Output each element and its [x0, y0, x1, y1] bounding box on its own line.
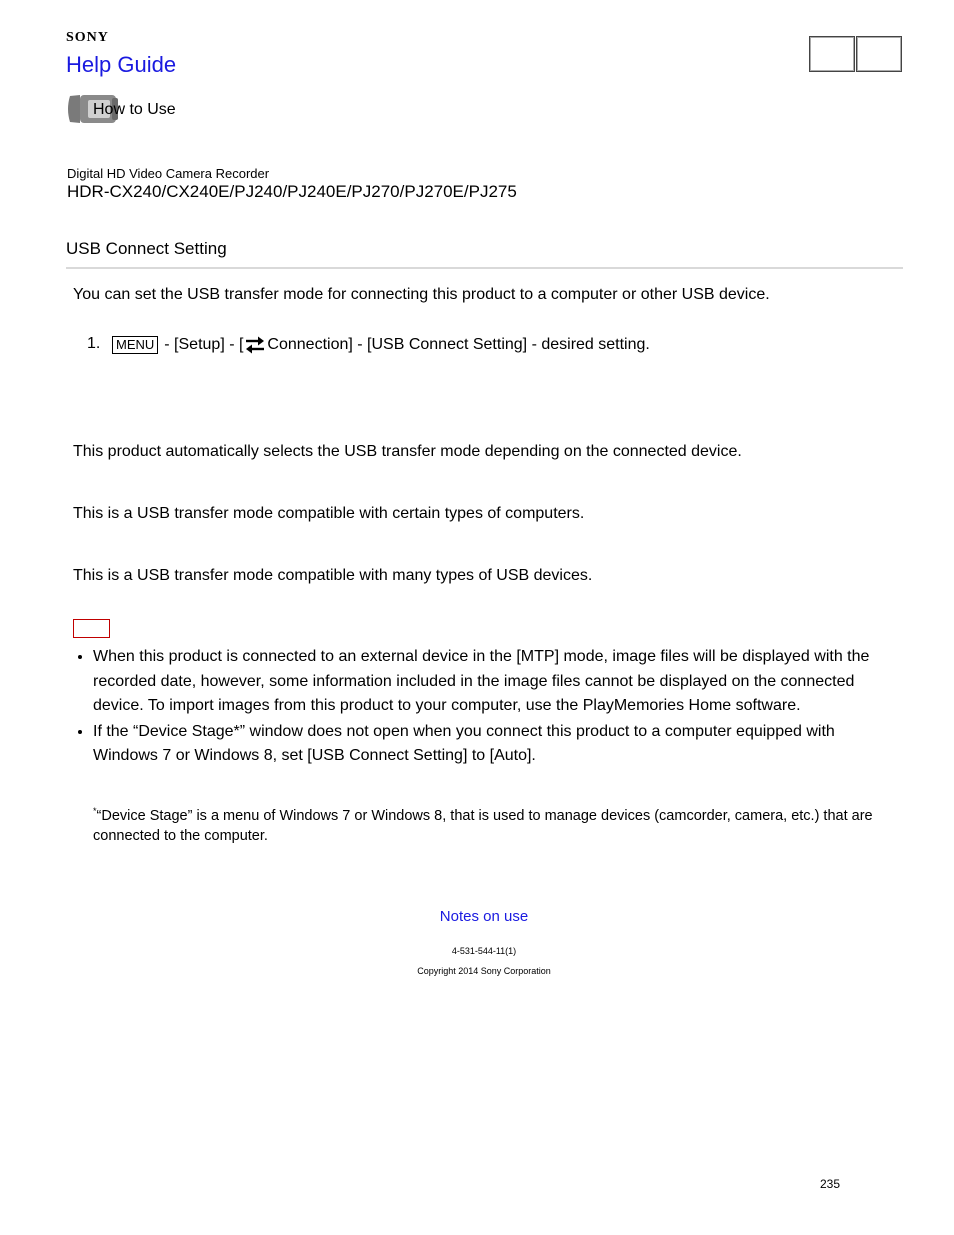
option-mtp-description: This is a USB transfer mode compatible with certain types of computers. [73, 505, 585, 522]
product-type: Digital HD Video Camera Recorder [67, 166, 270, 181]
step-instruction [112, 335, 650, 355]
note-item: • If the “Device Stage*” window does not open when you connect this product to a computer equipped with Windows 7 or Windows 8, set [USB Connect Setting] to [Auto]. [93, 720, 903, 769]
product-models: HDR-CX240/CX240E/PJ240/PJ240E/PJ270/PJ270E/PJ275 [67, 182, 517, 201]
footnote-text: “Device Stage” is a menu of Windows 7 or Windows 8, that is used to manage devices (camcorder, camera, etc.) that are connected to the computer. [93, 807, 873, 844]
option-mass-storage-description: This is a USB transfer mode compatible with many types of USB devices. [73, 567, 593, 584]
note-item: • When this product is connected to an external device in the [MTP] mode, image files will be displayed with the recorded date, however, some information included in the image files cannot be displayed on the connected device. To import images from this product to your computer, use the PlayMemories Home software. [93, 645, 903, 719]
help-guide-link[interactable]: Help Guide [66, 52, 177, 77]
step-text-end: Connection] - [USB Connect Setting] - desired setting. [267, 336, 650, 353]
prev-page-button[interactable] [809, 36, 855, 72]
document-code: 4-531-544-11(1) [451, 946, 517, 956]
intro-text: You can set the USB transfer mode for connecting this product to a computer or other USB device. [73, 286, 770, 303]
footnote [93, 801, 883, 846]
category-label: How to Use [93, 101, 176, 118]
notes-on-use-link[interactable]: Notes on use [439, 908, 529, 925]
copyright: Copyright 2014 Sony Corporation [417, 966, 551, 976]
note-heading-box [73, 619, 110, 638]
title-divider [66, 267, 903, 269]
page-title: USB Connect Setting [66, 239, 227, 258]
option-auto-description: This product automatically selects the USB transfer mode depending on the connected device. [73, 443, 742, 460]
connection-arrows-icon [244, 335, 266, 355]
next-page-button[interactable] [856, 36, 902, 72]
notes-list [73, 645, 903, 770]
step-text-start: - [Setup] - [ [164, 336, 244, 353]
menu-button-icon: MENU [112, 336, 158, 354]
step-number: 1. [87, 335, 101, 352]
sony-logo: SONY [66, 30, 109, 45]
footnote-mark: * [93, 806, 97, 816]
page-number: 235 [820, 1177, 841, 1191]
